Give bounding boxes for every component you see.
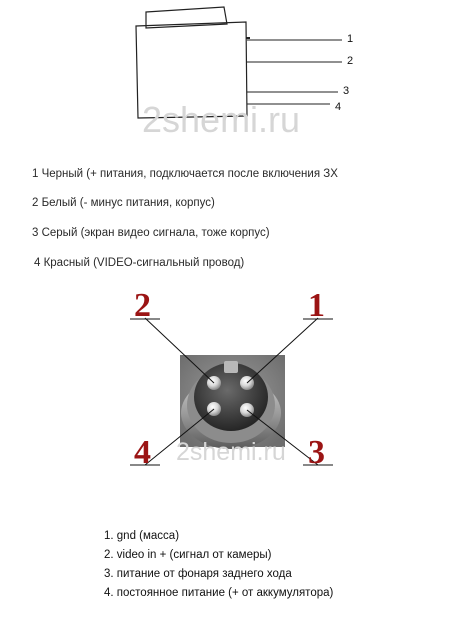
top-legend-line-4: 4 Красный (VIDEO-сигнальный провод)	[34, 257, 245, 269]
connector-face	[194, 363, 268, 431]
bottom-legend-line-2: 2. video in + (сигнал от камеры)	[104, 549, 272, 561]
watermark-top: 2shemi.ru	[142, 99, 301, 140]
pin-number-3: 3	[308, 434, 325, 471]
leader-line-2	[145, 318, 214, 383]
camera-wiring-sketch	[0, 0, 469, 290]
bottom-legend-line-4: 4. постоянное питание (+ от аккумулятора)	[104, 587, 334, 599]
pin-number-4: 4	[134, 434, 151, 471]
pin-number-2: 2	[134, 287, 151, 324]
top-legend-line-3: 3 Серый (экран видео сигнала, тоже корпус)	[32, 227, 270, 239]
watermark-bottom: 2shemi.ru	[176, 438, 286, 466]
connector-pinout-diagram	[0, 285, 469, 525]
wire-label-1: 1	[347, 33, 354, 45]
wire-label-4: 4	[335, 101, 342, 113]
bottom-legend-line-3: 3. питание от фонаря заднего хода	[104, 568, 292, 580]
wire-label-3: 3	[343, 85, 350, 97]
wire-label-2: 2	[347, 55, 354, 67]
top-legend-line-1: 1 Черный (+ питания, подключается после включения ЗХ	[32, 168, 338, 180]
bottom-legend-line-1: 1. gnd (масса)	[104, 530, 180, 542]
top-legend-line-2: 2 Белый (- минус питания, корпус)	[32, 197, 215, 209]
pin-number-1: 1	[308, 287, 325, 324]
